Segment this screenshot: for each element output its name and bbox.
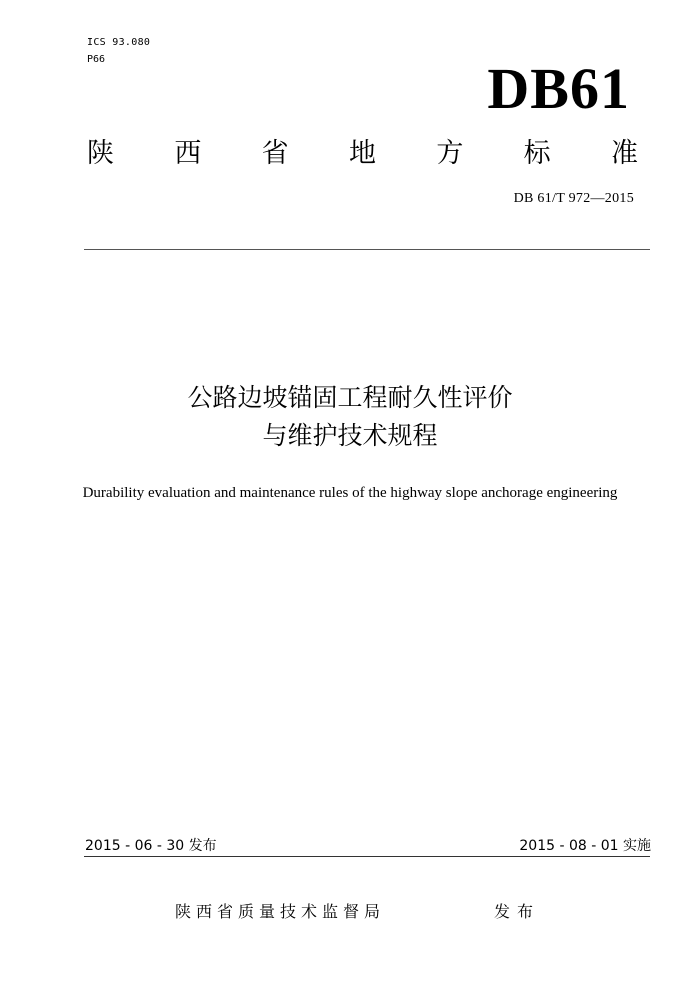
standard-type-char: 方 (436, 138, 464, 169)
issue-label: 发布 (494, 902, 541, 921)
issue-date: 2015 - 06 - 30 发布 (85, 838, 217, 854)
standard-logo: DB61 (487, 56, 630, 121)
standard-type-char: 省 (261, 138, 289, 169)
standard-type-char: 陕 (87, 138, 114, 169)
implement-date: 2015 - 08 - 01 实施 (519, 838, 651, 854)
standard-type-char: 标 (523, 138, 551, 169)
title-en: Durability evaluation and maintenance rules of the highway slope anchorage engineering (82, 485, 618, 501)
title-cn-line1: 公路边坡锚固工程耐久性评价 (187, 383, 513, 412)
title-cn-line2: 与维护技术规程 (262, 421, 438, 450)
standard-type-char: 西 (174, 138, 202, 169)
header-divider (84, 249, 650, 250)
ics-code: ICS 93.080 (87, 37, 151, 48)
classification-code: P66 (87, 54, 106, 65)
footer-divider (84, 856, 650, 857)
standard-type-char: 准 (610, 138, 638, 169)
issuer-name: 陕西省质量技术监督局 (175, 902, 386, 921)
standard-number: DB 61/T 972—2015 (513, 191, 634, 206)
standard-type-char: 地 (348, 138, 376, 169)
standard-type-heading (87, 138, 638, 170)
